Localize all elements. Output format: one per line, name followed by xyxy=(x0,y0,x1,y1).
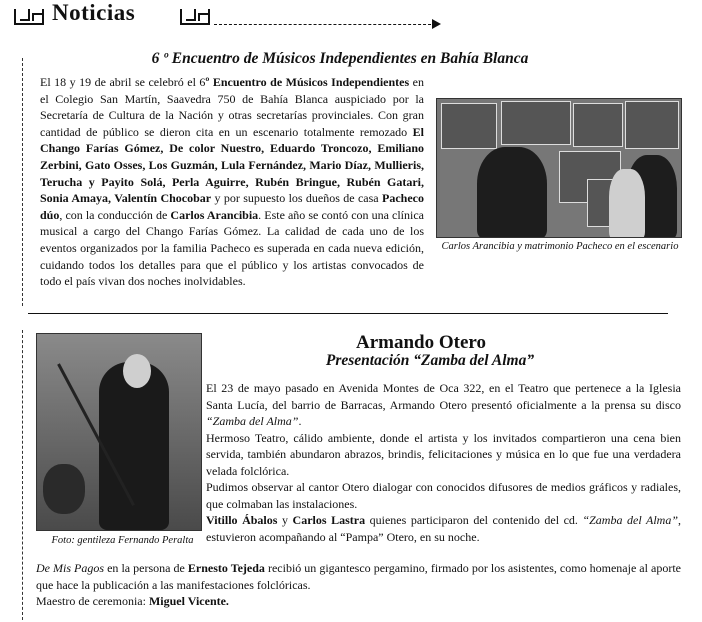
singer-photo xyxy=(36,333,202,531)
header-dashed-rule xyxy=(214,24,436,25)
photo-caption: Carlos Arancibia y matrimonio Pacheco en el escenario xyxy=(441,241,679,252)
paragraph: Pudimos observar al cantor Otero dialogar con conocidos difusores de medios gráficos y radiales, que colmaban las instalaciones. xyxy=(206,480,681,511)
section-divider xyxy=(28,313,668,314)
dashed-margin-line xyxy=(22,58,23,306)
article-body: El 18 y 19 de abril se celebró el 6º Encuentro de Músicos Independientes en el Colegio San Martín, Saavedra 750 de Bahía Blanca auspiciado por la Secretaría de Cultura de la Nación y otras secretarías provinciales. Con gran cantidad de público se dieron cita en un escenario totalmente remozado El Chango Farías Gómez, De color Nuestro, Eduardo Troncozo, Emiliano Zerbini, Gato Osses, Los Guzmán, Lula Fernández, Mario Díaz, Mullieris, Terucha y Payito Solá, Perla Aguirre, Rubén Bringue, Rubén Gatari, Sonia Amaya, Valentín Chocobar y por supuesto los dueños de casa Pacheco dúo, con la conducción de Carlos Arancibia. Este año se contó con una clínica musical a cargo del Chango Farías Gómez. La calidad de cada uno de los eventos organizados por la familia Pacheco es superada en cada nueva edición, cuidando todos los detalles para que el público y los artistas convocados de todo el país vivan dos noches inolvidables. xyxy=(40,75,425,289)
section-title: Noticias xyxy=(52,0,136,25)
paragraph: De Mis Pagos en la persona de Ernesto Tejeda recibió un gigantesco pergamino, firmado por los asistentes, como homenaje al aporte que hace la publicación a las manifestaciones folclóricas. xyxy=(36,561,681,592)
greek-key-ornament xyxy=(180,9,210,25)
section-header xyxy=(8,2,438,28)
greek-key-ornament xyxy=(14,9,44,25)
paragraph: Hermoso Teatro, cálido ambiente, donde el artista y los invitados compartieron una cena bien servida, también abundaron abrazos, brindis, felicitaciones y música en lo que fue una verdadera velada folclórica. xyxy=(206,430,681,478)
paragraph: Maestro de ceremonia: Miguel Vicente. xyxy=(36,594,229,608)
article-title: Armando Otero xyxy=(356,332,486,353)
article-body-continued xyxy=(36,560,681,610)
article-subtitle: Presentación “Zamba del Alma” xyxy=(325,352,535,369)
article-body xyxy=(206,380,681,545)
paragraph: Vitillo Ábalos y Carlos Lastra quienes participaron del contenido del cd. “Zamba del Alma”, estuvieron acompañando al “Pampa” Otero, en su noche. xyxy=(206,513,681,544)
photo-credit: Foto: gentileza Fernando Peralta xyxy=(51,535,194,546)
paragraph: El 23 de mayo pasado en Avenida Montes de Oca 322, en el Teatro que pertenece a la Iglesia Santa Lucía, del barrio de Barracas, Armando Otero presentó oficialmente a la prensa su disco “Zamba del Alma”. xyxy=(206,381,681,428)
dashed-margin-line xyxy=(22,330,23,620)
arrow-right-icon xyxy=(432,19,441,29)
article-title: 6 º Encuentro de Músicos Independientes en Bahía Blanca xyxy=(151,50,529,67)
